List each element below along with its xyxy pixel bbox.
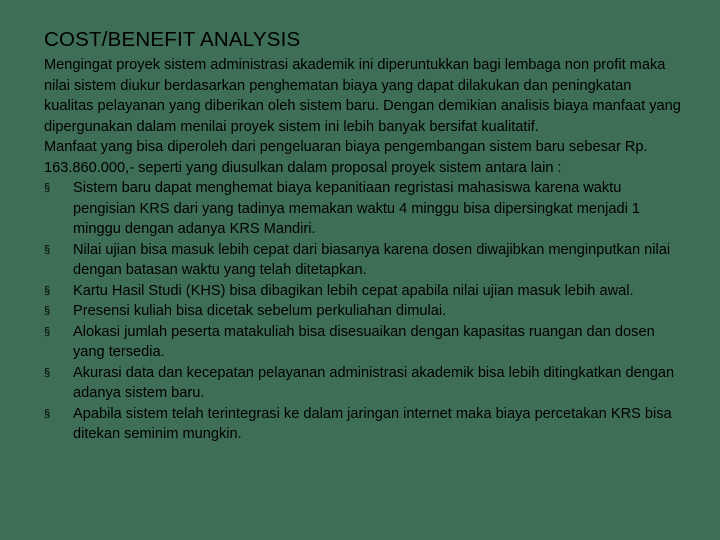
square-bullet-icon: § bbox=[44, 182, 51, 194]
list-item-text: Presensi kuliah bisa dicetak sebelum perkuliahan dimulai. bbox=[73, 303, 447, 319]
square-bullet-icon: § bbox=[44, 284, 51, 297]
list-item-text: Alokasi jumlah peserta matakuliah bisa disesuaikan dengan kapasitas ruangan dan dosen yang tersedia. bbox=[73, 323, 655, 360]
benefit-list bbox=[44, 178, 684, 445]
square-bullet-icon: § bbox=[44, 305, 51, 317]
list-item-text: Kartu Hasil Studi (KHS) bisa dibagikan lebih cepat apabila nilai ujian masuk lebih awal. bbox=[73, 282, 634, 299]
list-item bbox=[44, 178, 684, 240]
list-item bbox=[44, 404, 684, 445]
square-bullet-icon: § bbox=[44, 243, 51, 256]
slide-title: COST/BENEFIT ANALYSIS bbox=[44, 28, 301, 51]
list-item-text: Nilai ujian bisa masuk lebih cepat dari biasanya karena dosen diwajibkan menginputkan nilai dengan batasan waktu yang telah ditetapkan. bbox=[73, 241, 671, 278]
square-bullet-icon: § bbox=[44, 325, 51, 338]
list-item-text: Sistem baru dapat menghemat biaya kepanitiaan regristasi mahasiswa karena waktu pengisian KRS dari yang tadinya memakan waktu 4 minggu bisa dipersingkat menjadi 1 minggu dengan adanya KRS Mandiri. bbox=[73, 180, 641, 237]
list-item bbox=[44, 301, 684, 322]
list-item bbox=[44, 363, 684, 404]
intro-paragraph: Mengingat proyek sistem administrasi akademik ini diperuntukkan bagi lembaga non profit maka nilai sistem diukur berdasarkan penghematan biaya yang dapat dilakukan dan peningkatan kualitas pelayanan yang diberikan oleh sistem baru. Dengan demikian analisis biaya manfaat yang dipergunakan dalam menilai proyek sistem ini lebih banyak bersifat kualitatif. bbox=[44, 57, 681, 135]
list-item bbox=[44, 240, 684, 281]
list-item bbox=[44, 281, 684, 302]
square-bullet-icon: § bbox=[44, 366, 51, 379]
list-item bbox=[44, 322, 684, 363]
benefit-intro-paragraph: Manfaat yang bisa diperoleh dari pengeluaran biaya pengembangan sistem baru sebesar Rp. 163.860.000,- seperti yang diusulkan dalam proposal proyek sistem antara lain : bbox=[44, 139, 648, 176]
list-item-text: Apabila sistem telah terintegrasi ke dalam jaringan internet maka biaya percetakan KRS bisa ditekan seminim mungkin. bbox=[73, 405, 672, 442]
square-bullet-icon: § bbox=[44, 407, 51, 420]
list-item-text: Akurasi data dan kecepatan pelayanan administrasi akademik bisa lebih ditingkatkan dengan adanya sistem baru. bbox=[73, 364, 675, 401]
slide-content bbox=[44, 55, 684, 445]
